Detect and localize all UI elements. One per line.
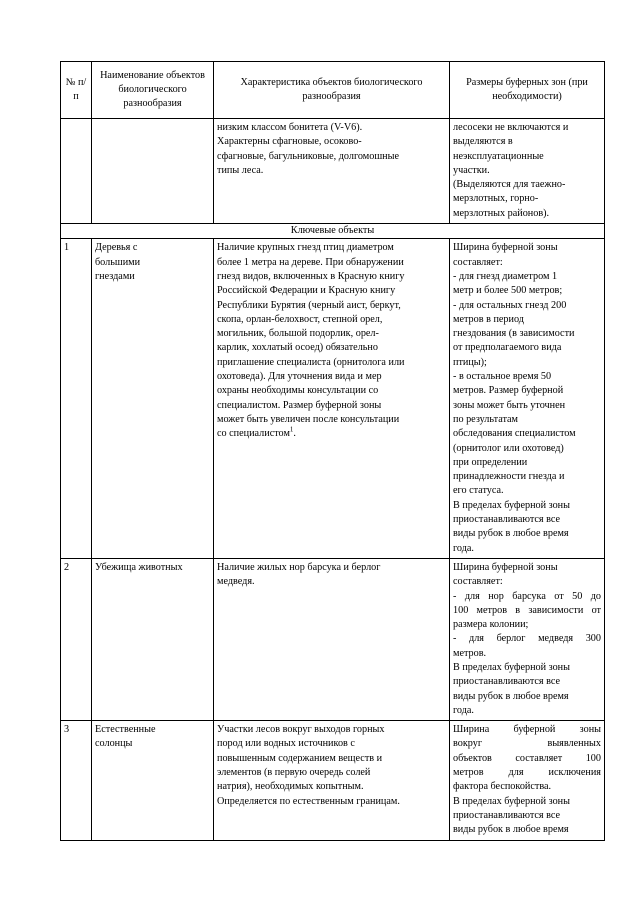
- continuation-buffer: [450, 119, 605, 224]
- text-line: года.: [453, 704, 474, 716]
- text-line: Ширина буферной зоны: [453, 242, 558, 254]
- text-line: приостанавливаются все: [453, 676, 561, 688]
- text-line: участки.: [453, 164, 490, 176]
- text-line: составляет:: [453, 256, 503, 268]
- text-line: виды рубок в любое время: [453, 824, 569, 836]
- text-line: от предполагаемого вида: [453, 342, 562, 354]
- text-line: - в остальное время 50: [453, 371, 552, 383]
- text-line: В пределах буферной зоны: [453, 661, 570, 673]
- text-line: более 1 метра на дереве. При обнаружении: [217, 256, 404, 268]
- text-line: В пределах буферной зоны: [453, 795, 570, 807]
- text-line: виды рубок в любое время: [453, 690, 569, 702]
- header-num: № п/п: [61, 62, 92, 119]
- row-num: 3: [61, 721, 92, 840]
- text-line: типы леса.: [217, 164, 264, 176]
- text-line: солонцы: [95, 738, 133, 750]
- biodiversity-table: [60, 61, 605, 841]
- text-line: В пределах буферной зоны: [453, 499, 570, 511]
- text-line: повышенным содержанием веществ и: [217, 752, 383, 764]
- text-line: натрия), необходимых копытным.: [217, 781, 364, 793]
- row-buffer: [450, 721, 605, 840]
- header-buffer: Размеры буферных зон (при необходимости): [450, 62, 605, 119]
- text-line: объектов составляет 100: [453, 752, 601, 764]
- row-name: [92, 239, 214, 559]
- text-line: принадлежности гнезда и: [453, 471, 565, 483]
- text-line: Деревья с: [95, 242, 138, 254]
- text-line: неэксплуатационные: [453, 150, 544, 162]
- continuation-characteristic: [214, 119, 450, 224]
- text-line: года.: [453, 542, 474, 554]
- text-line: скопа, орлан-белохвост, степной орел,: [217, 313, 383, 325]
- text-line: Участки лесов вокруг выходов горных: [217, 724, 385, 736]
- text-line: метров для исключения: [453, 767, 601, 779]
- text-line: метров. Размер буферной: [453, 385, 564, 397]
- text-line: птицы);: [453, 356, 487, 368]
- row-buffer: [450, 558, 605, 720]
- row-name: [92, 558, 214, 720]
- text-line: 100 метров в зависимости от: [453, 604, 601, 616]
- table-row: [61, 558, 605, 720]
- text-line: гнезд видов, включенных в Красную книгу: [217, 270, 405, 282]
- text-line: - для гнезд диаметром 1: [453, 270, 558, 282]
- text-line: сфагновые, багульниковые, долгомошные: [217, 150, 399, 162]
- header-name: Наименование объектов биологического разнообразия: [92, 62, 214, 119]
- row-characteristic: [214, 558, 450, 720]
- text-line: Ширина буферной зоны: [453, 724, 601, 736]
- text-line: - для берлог медведя 300: [453, 633, 601, 645]
- text-line: Ширина буферной зоны: [453, 561, 558, 573]
- text-line: может быть увеличен после консультации: [217, 413, 400, 425]
- text-line: метр и более 500 метров;: [453, 285, 563, 297]
- text-line: зоны может быть уточнен: [453, 399, 566, 411]
- row-characteristic: [214, 721, 450, 840]
- table-header-row: [61, 62, 605, 119]
- row-num: 1: [61, 239, 92, 559]
- text-line: выделяются в: [453, 136, 513, 148]
- section-row: [61, 224, 605, 239]
- text-line: могильник, большой подорлик, орел-: [217, 328, 379, 340]
- text-line: со специалистом: [217, 428, 290, 440]
- text-line: пород или водных источников с: [217, 738, 355, 750]
- text-line: низким классом бонитета (V-V6).: [217, 122, 363, 133]
- text-line: мерзлотных районов).: [453, 207, 550, 219]
- row-name: [92, 721, 214, 840]
- text-line: метров в период: [453, 313, 524, 325]
- text-line: вокруг выявленных: [453, 738, 601, 750]
- text-line: карлик, хохлатый осоед) обязательно: [217, 342, 378, 354]
- row-num: 2: [61, 558, 92, 720]
- text-line: приостанавливаются все: [453, 514, 561, 526]
- header-characteristic: Характеристика объектов биологического разнообразия: [214, 62, 450, 119]
- text-line: Характерны сфагновые, осоково-: [217, 136, 362, 148]
- text-line: виды рубок в любое время: [453, 528, 569, 540]
- text-line: лесосеки не включаются и: [453, 122, 569, 133]
- text-line: охотоведа). Для уточнения вида и мер: [217, 371, 382, 383]
- section-title: Ключевые объекты: [61, 224, 605, 239]
- text-line: Определяется по естественным границам.: [217, 795, 400, 807]
- text-line: охраны необходимы консультации со: [217, 385, 379, 397]
- text-line: специалистом. Размер буферной зоны: [217, 399, 382, 411]
- text-line: при определении: [453, 456, 528, 468]
- text-line: Наличие жилых нор барсука и берлог: [217, 561, 381, 573]
- text-line: Республики Бурятия (черный аист, беркут,: [217, 299, 401, 311]
- continuation-row: [61, 119, 605, 224]
- text-line: гнездования (в зависимости: [453, 328, 575, 340]
- text-line: Естественные: [95, 724, 156, 736]
- row-buffer: [450, 239, 605, 559]
- table-row: [61, 721, 605, 840]
- text-line: размера колонии;: [453, 619, 529, 631]
- text-line: (орнитолог или охотовед): [453, 442, 564, 454]
- text-line: - для остальных гнезд 200: [453, 299, 567, 311]
- text-line: Наличие крупных гнезд птиц диаметром: [217, 242, 394, 254]
- table-row: [61, 239, 605, 559]
- footnote-marker: 1: [289, 425, 294, 434]
- text-line: (Выделяются для таежно-: [453, 179, 566, 191]
- text-line: по результатам: [453, 413, 519, 425]
- text-line: гнездами: [95, 270, 135, 282]
- text-line: метров.: [453, 647, 487, 659]
- text-line: Российской Федерации и Красную книгу: [217, 285, 396, 297]
- text-line: элементов (в первую очередь солей: [217, 767, 371, 779]
- text-line: приостанавливаются все: [453, 809, 561, 821]
- text-line: медведя.: [217, 576, 255, 588]
- text-line: приглашение специалиста (орнитолога или: [217, 356, 405, 368]
- text-line: обследования специалистом: [453, 428, 576, 440]
- text-line: его статуса.: [453, 485, 504, 497]
- continuation-num: [61, 119, 92, 224]
- text-line: Убежища животных: [95, 561, 183, 573]
- text-line: мерзлотных, горно-: [453, 193, 539, 205]
- row-characteristic: Наличие крупных гнезд птиц диаметром более 1 метра на дереве. При обнаружении гнезд видов, включенных в Красную книгу Российской Федерации и Красную книгу Республики Бурятия (черный аист, беркут, скопа, орлан-белохвост, степной орел, могильник, большой подорлик, орел- карлик, хохлатый осоед) обязательно приглашение специалиста (орнитолога или охотоведа). Для уточнения вида и мер охраны необходимы консультации со специалистом. Размер буферной зоны может быть увеличен после консультации со специалистом$^1$.: [214, 239, 450, 559]
- text-line: фактора беспокойства.: [453, 781, 552, 793]
- text-line: большими: [95, 256, 141, 268]
- text-line: составляет:: [453, 576, 503, 588]
- text-line: - для нор барсука от 50 до: [453, 590, 601, 602]
- continuation-name: [92, 119, 214, 224]
